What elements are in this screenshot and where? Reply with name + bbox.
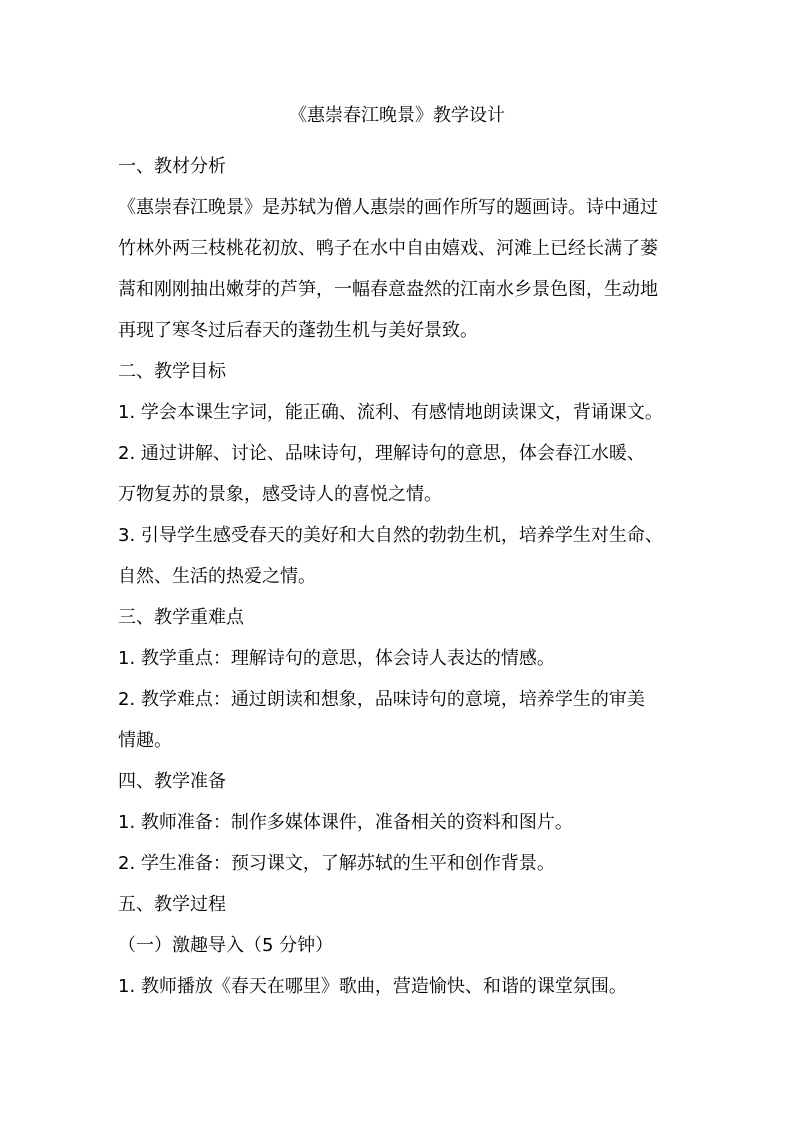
list-item-line: 1. 教师播放《春天在哪里》歌曲，营造愉快、和谐的课堂氛围。 xyxy=(118,976,627,997)
list-item-line: 1. 学会本课生字词，能正确、流利、有感情地朗读课文，背诵课文。 xyxy=(118,402,663,423)
list-item-line: 2. 通过讲解、讨论、品味诗句，理解诗句的意思，体会春江水暖、 xyxy=(118,443,645,464)
document-body xyxy=(118,146,678,1007)
paragraph-line: 《惠崇春江晚景》是苏轼为僧人惠崇的画作所写的题画诗。诗中通过 xyxy=(118,197,658,218)
list-item-line: 2. 教学难点：通过朗读和想象，品味诗句的意境，培养学生的审美 xyxy=(118,689,645,710)
list-item-line: 1. 教师准备：制作多媒体课件，准备相关的资料和图片。 xyxy=(118,812,573,833)
section-heading-teaching-process: 五、教学过程 xyxy=(118,894,226,915)
list-item-line: 情趣。 xyxy=(118,730,172,751)
list-item-line: 3. 引导学生感受春天的美好和大自然的勃勃生机，培养学生对生命、 xyxy=(118,525,663,546)
paragraph-line: 蒿和刚刚抽出嫩芽的芦笋，一幅春意盎然的江南水乡景色图，生动地 xyxy=(118,279,658,300)
section-heading-textbook-analysis: 一、教材分析 xyxy=(118,156,226,177)
section-heading-teaching-goals: 二、教学目标 xyxy=(118,361,226,382)
list-item-line: 1. 教学重点：理解诗句的意思，体会诗人表达的情感。 xyxy=(118,648,555,669)
list-item-line: 2. 学生准备：预习课文，了解苏轼的生平和创作背景。 xyxy=(118,853,555,874)
section-heading-preparation: 四、教学准备 xyxy=(118,771,226,792)
list-item-line: 万物复苏的景象，感受诗人的喜悦之情。 xyxy=(118,484,442,505)
document-title: 《惠崇春江晚景》教学设计 xyxy=(289,105,505,126)
paragraph-line: 竹林外两三枝桃花初放、鸭子在水中自由嬉戏、河滩上已经长满了蒌 xyxy=(118,238,658,259)
subsection-heading-intro: （一）激趣导入（5 分钟） xyxy=(118,935,334,956)
section-heading-key-points: 三、教学重难点 xyxy=(118,607,244,628)
list-item-line: 自然、生活的热爱之情。 xyxy=(118,566,316,587)
paragraph-line: 再现了寒冬过后春天的蓬勃生机与美好景致。 xyxy=(118,320,478,341)
